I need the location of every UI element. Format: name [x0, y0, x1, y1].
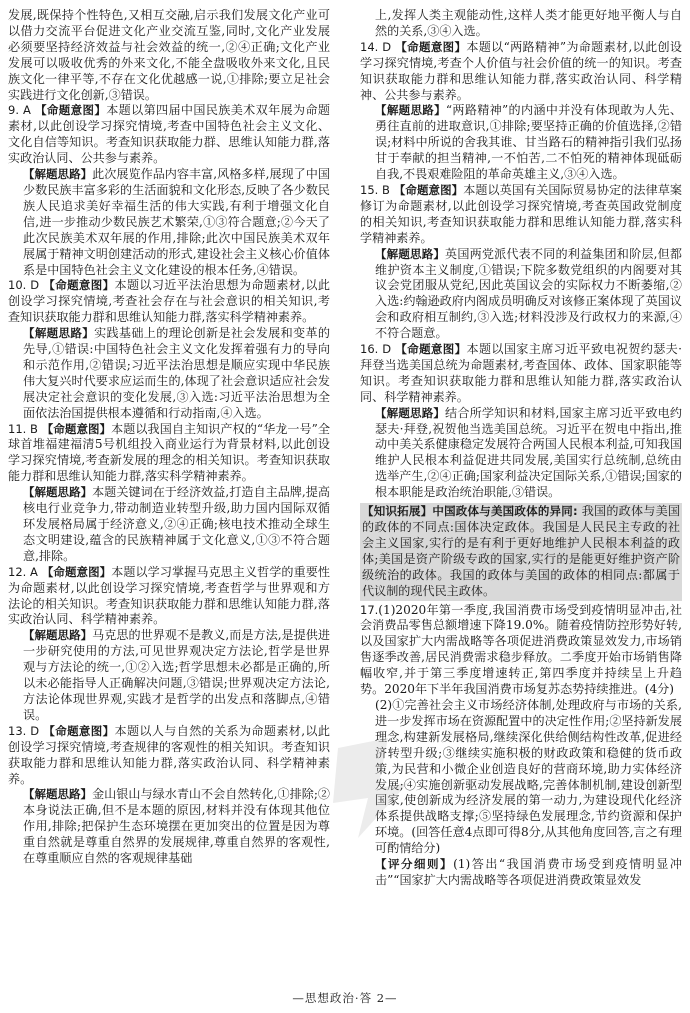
- answer-number: 11. B: [8, 421, 38, 436]
- intent-text: 本题以习近平法治思想为命题素材,以此创设学习探究情境,考查社会存在与社会意识的相关知识,考查知识获取能力群和思维认知能力群,落实科学精神素养。: [8, 278, 330, 325]
- knowledge-title: 中国政体与美国政体的异同:: [432, 504, 578, 519]
- knowledge-extension-box: [360, 503, 682, 600]
- answer-number: 15. B: [360, 182, 390, 197]
- intent-label: 【命题意图】: [395, 39, 467, 54]
- q13-continuation: 上,发挥人类主观能动性,这样人类才能更好地平衡人与自然的关系,③④入选。: [375, 8, 682, 38]
- idea-text: 本题关键词在于经济效益,打造自主品牌,提高核电行业竞争力,带动制造业转型升级,助力国内国际双循环发展格局属于经济意义,②④正确;核电技术推动全球生态文明建设,蕴含的民族精神属于文化意义,①③不符合题意,排除。: [23, 485, 330, 563]
- answer-number: 12. A: [8, 564, 38, 579]
- answer-14: [360, 40, 682, 183]
- answer-number: 16. D: [360, 342, 392, 357]
- score-text: (1)答出“我国消费市场受到疫情明显冲击”“国家扩大内需战略等各项促进消费政策显效发: [375, 857, 682, 887]
- intent-label: 【命题意图】: [35, 103, 107, 118]
- idea-label: 【解题思路】: [375, 246, 446, 261]
- intent-label: 【命题意图】: [395, 342, 467, 357]
- left-column: [8, 8, 330, 867]
- idea-text: “两路精神”的内涵中并没有体现敢为人先、勇往直前的进取意识,①排除;要坚持正确的价值选择,②错误;材料中所说的舍我其谁、甘当路石的精神指引我们弘扬甘于奉献的担当精神,一不怕苦,二不怕死的精神体现砥砺自我,不畏艰难险阻的革命英雄主义,③④入选。: [375, 103, 682, 182]
- page-footer: —思想政治·答 2—: [292, 991, 398, 1005]
- idea-label: 【解题思路】: [375, 405, 446, 420]
- idea-text: 结合所学知识和材料,国家主席习近平致电约瑟夫·拜登,祝贺他当选美国总统。习近平在贺电中指出,推动中美关系健康稳定发展符合两国人民根本利益,可知我国维护人民根本利益促进共同发展,美国实行总统制,总统由选举产生,②④正确;国家利益决定国际关系,①错误;国家的根本职能是政治统治职能,③错误。: [375, 405, 682, 500]
- idea-label: 【解题思路】: [375, 103, 446, 118]
- intent-text: 本题以我国自主知识产权的“华龙一号”全球首堆福建福清5号机组投入商业运行为背景材料,以此创设学习探究情境,考查新发展的理念的相关知识。考查知识获取能力群和思维认知能力群,落实科学精神素养。: [8, 421, 330, 484]
- intent-text: 本题以国家主席习近平致电祝贺约瑟夫·拜登当选美国总统为命题素材,考查国体、政体、国家职能等知识。考查知识获取能力群和思维认知能力群,落实政治认同、科学精神素养。: [360, 342, 682, 404]
- intent-text: 本题以英国有关国际贸易协定的法律草案修订为命题素材,以此创设学习探究情境,考查英国政党制度的相关知识,考查知识获取能力群和思维认知能力群,落实科学精神素养。: [360, 182, 682, 245]
- answer-17-part-2: (2)①完善社会主义市场经济体制,处理政府与市场的关系,进一步发挥市场在资源配置中的决定性作用;②坚持新发展理念,构建新发展格局,继续深化供给侧结构性改革,促进经济转型升级;③继续实施积极的财政政策和稳健的货币政策,为民营和小微企业创造良好的营商环境,助力实体经济发展;④实施创新驱动发展战略,完善体制机制,建设创新型国家,使创新成为经济发展的第一动力,为建设现代化经济体系提供战略支撑;⑤坚持绿色发展理念,节约资源和保护环境。(回答任意4点即可得8分,从其他角度回答,言之有理可酌情给分): [375, 697, 682, 856]
- answer-9: [8, 103, 330, 278]
- idea-text: 金山银山与绿水青山不会自然转化,①排除;②本身说法正确,但不是本题的原因,材料并没有体现其他位作用,排除;把保护生态环境摆在更加突出的位置是因为尊重自然就是尊重自然界的发展规律,尊重自然界的客观性,在尊重顺应自然的客观规律基础: [23, 787, 331, 866]
- q8-continuation: 发展,既保持个性特色,又相互交融,启示我们发展文化产业可以借力交流平台促进文化产业交流互鉴,同时,文化产业发展必须要坚持经济效益与社会效益的统一,②④正确;文化产业发展可以吸收优秀的外来文化,不能全盘吸收外来文化,且民族文化一律平等,不存在文化优越感一说,①排除;要立足社会实践进行文化创新,③错误。: [8, 8, 330, 102]
- intent-text: 本题以“两路精神”为命题素材,以此创设学习探究情境,考查个人价值与社会价值的统一的知识。考查知识获取能力群和思维认知能力群,落实政治认同、科学精神、公共参与素养。: [360, 39, 682, 102]
- intent-label: 【命题意图】: [393, 182, 464, 197]
- intent-text: 本题以人与自然的关系为命题素材,以此创设学习探究情境,考查规律的客观性的相关知识。考查知识获取能力群和思维认知能力群,落实政治认同、科学精神素养。: [8, 723, 330, 786]
- idea-text: 此次展览作品内容丰富,风格多样,展现了中国少数民族丰富多彩的生活面貌和文化形态,反映了各少数民族人民追求美好幸福生活的伟大实践,有利于增强文化自信,进一步推动少数民族艺术繁荣,①③符合题意;②今天了此次民族美术双年展的作用,排除;此次中国民族美术双年展属于精神文明创建活动的形式,建设社会主义核心价值体系是中国特色社会主义文化建设的根本任务,④错误。: [23, 167, 330, 277]
- watermark-logo-icon: [318, 728, 428, 848]
- intent-text: 本题以第四届中国民族美术双年展为命题素材,以此创设学习探究情境,考查中国特色社会主义文化、文化自信等知识。考查知识获取能力群、思维认知能力群,落实政治认同、公共参与素养。: [8, 103, 330, 166]
- answer-10: [8, 278, 330, 421]
- intent-label: 【命题意图】: [41, 421, 112, 436]
- intent-text: 本题以学习掌握马克思主义哲学的重要性为命题素材,以此创设学习探究情境,考查哲学与世界观和方法论的相关知识。考查知识获取能力群和思维认知能力群,落实政治认同、科学精神素养。: [8, 564, 330, 627]
- idea-label: 【解题思路】: [23, 485, 93, 500]
- idea-label: 【解题思路】: [23, 167, 93, 182]
- answer-13: [8, 724, 330, 867]
- idea-text: 实践基础上的理论创新是社会发展和变革的先导,①错误:中国特色社会主义文化发挥着强有力的导向和示范作用,②错误;习近平法治思想是顺应实现中华民族伟大复兴时代要求应运而生的,体现了社会意识适应社会发展决定社会意识的变化发展,③入选:习近平法治思想为全面依法治国提供根本遵循和行动指南,④入选。: [23, 326, 330, 420]
- idea-label: 【解题思路】: [23, 787, 93, 802]
- answer-number: 17.: [360, 602, 379, 617]
- answer-12: [8, 565, 330, 724]
- idea-text: 马克思的世界观不是教义,而是方法,是提供进一步研究使用的方法,可见世界观决定方法论,哲学是世界观与方法论的统一,①②入选;哲学思想未必都是正确的,所以未必能指导人正确解决问题,③错误;世界观决定方法论,方法论体现世界观,实践才是哲学的出发点和落脚点,④错误。: [23, 628, 330, 722]
- answer-number: 14. D: [360, 39, 392, 54]
- answer-number: 9. A: [8, 103, 31, 118]
- intent-label: 【命题意图】: [41, 564, 112, 579]
- knowledge-label: 【知识拓展】: [362, 504, 433, 519]
- answer-number: 13. D: [8, 723, 40, 738]
- answer-16: [360, 342, 682, 601]
- idea-label: 【解题思路】: [23, 326, 95, 341]
- knowledge-body: 我国的政体与美国的政体的不同点:国体决定政体。我国是人民民主专政的社会主义国家,实行的是有利于更好地维护人民根本利益的政体;美国是资产阶级专政的国家,实行的是能更好维护资产阶级统治的政体。我国的政体与美国的政体的相同点:都属于代议制的现代民主政体。: [362, 504, 680, 598]
- answer-17-part-1: (1)2020年第一季度,我国消费市场受到疫情明显冲击,社会消费品零售总额增速下降19.0%。随着疫情防控形势好转,以及国家扩大内需战略等各项促进消费政策显效发力,市场销售逐季改善,居民消费需求稳步释放。二季度开始市场销售降幅收窄,并于第三季度增速转正,第四季度并持续呈上升趋势。2020年下半年我国消费市场复苏态势持续推进。(4分): [360, 602, 682, 697]
- idea-label: 【解题思路】: [23, 628, 93, 643]
- idea-text: 英国两党派代表不同的利益集团和阶层,但都维护资本主义制度,①错误;下院多数党组织的内阁要对其议会党团服从党纪,因此英国议会的实际权力不断萎缩,②入选:约翰逊政府内阁成员明确反对该修正案体现了英国议会和政府相互制约,③入选;材料没涉及行政权力的来源,④不符合题意。: [375, 246, 682, 341]
- answer-number: 10. D: [8, 278, 40, 293]
- answer-15: [360, 183, 682, 342]
- score-label: 【评分细则】: [375, 857, 454, 872]
- intent-label: 【命题意图】: [43, 723, 115, 738]
- answer-11: [8, 422, 330, 565]
- intent-label: 【命题意图】: [43, 278, 115, 293]
